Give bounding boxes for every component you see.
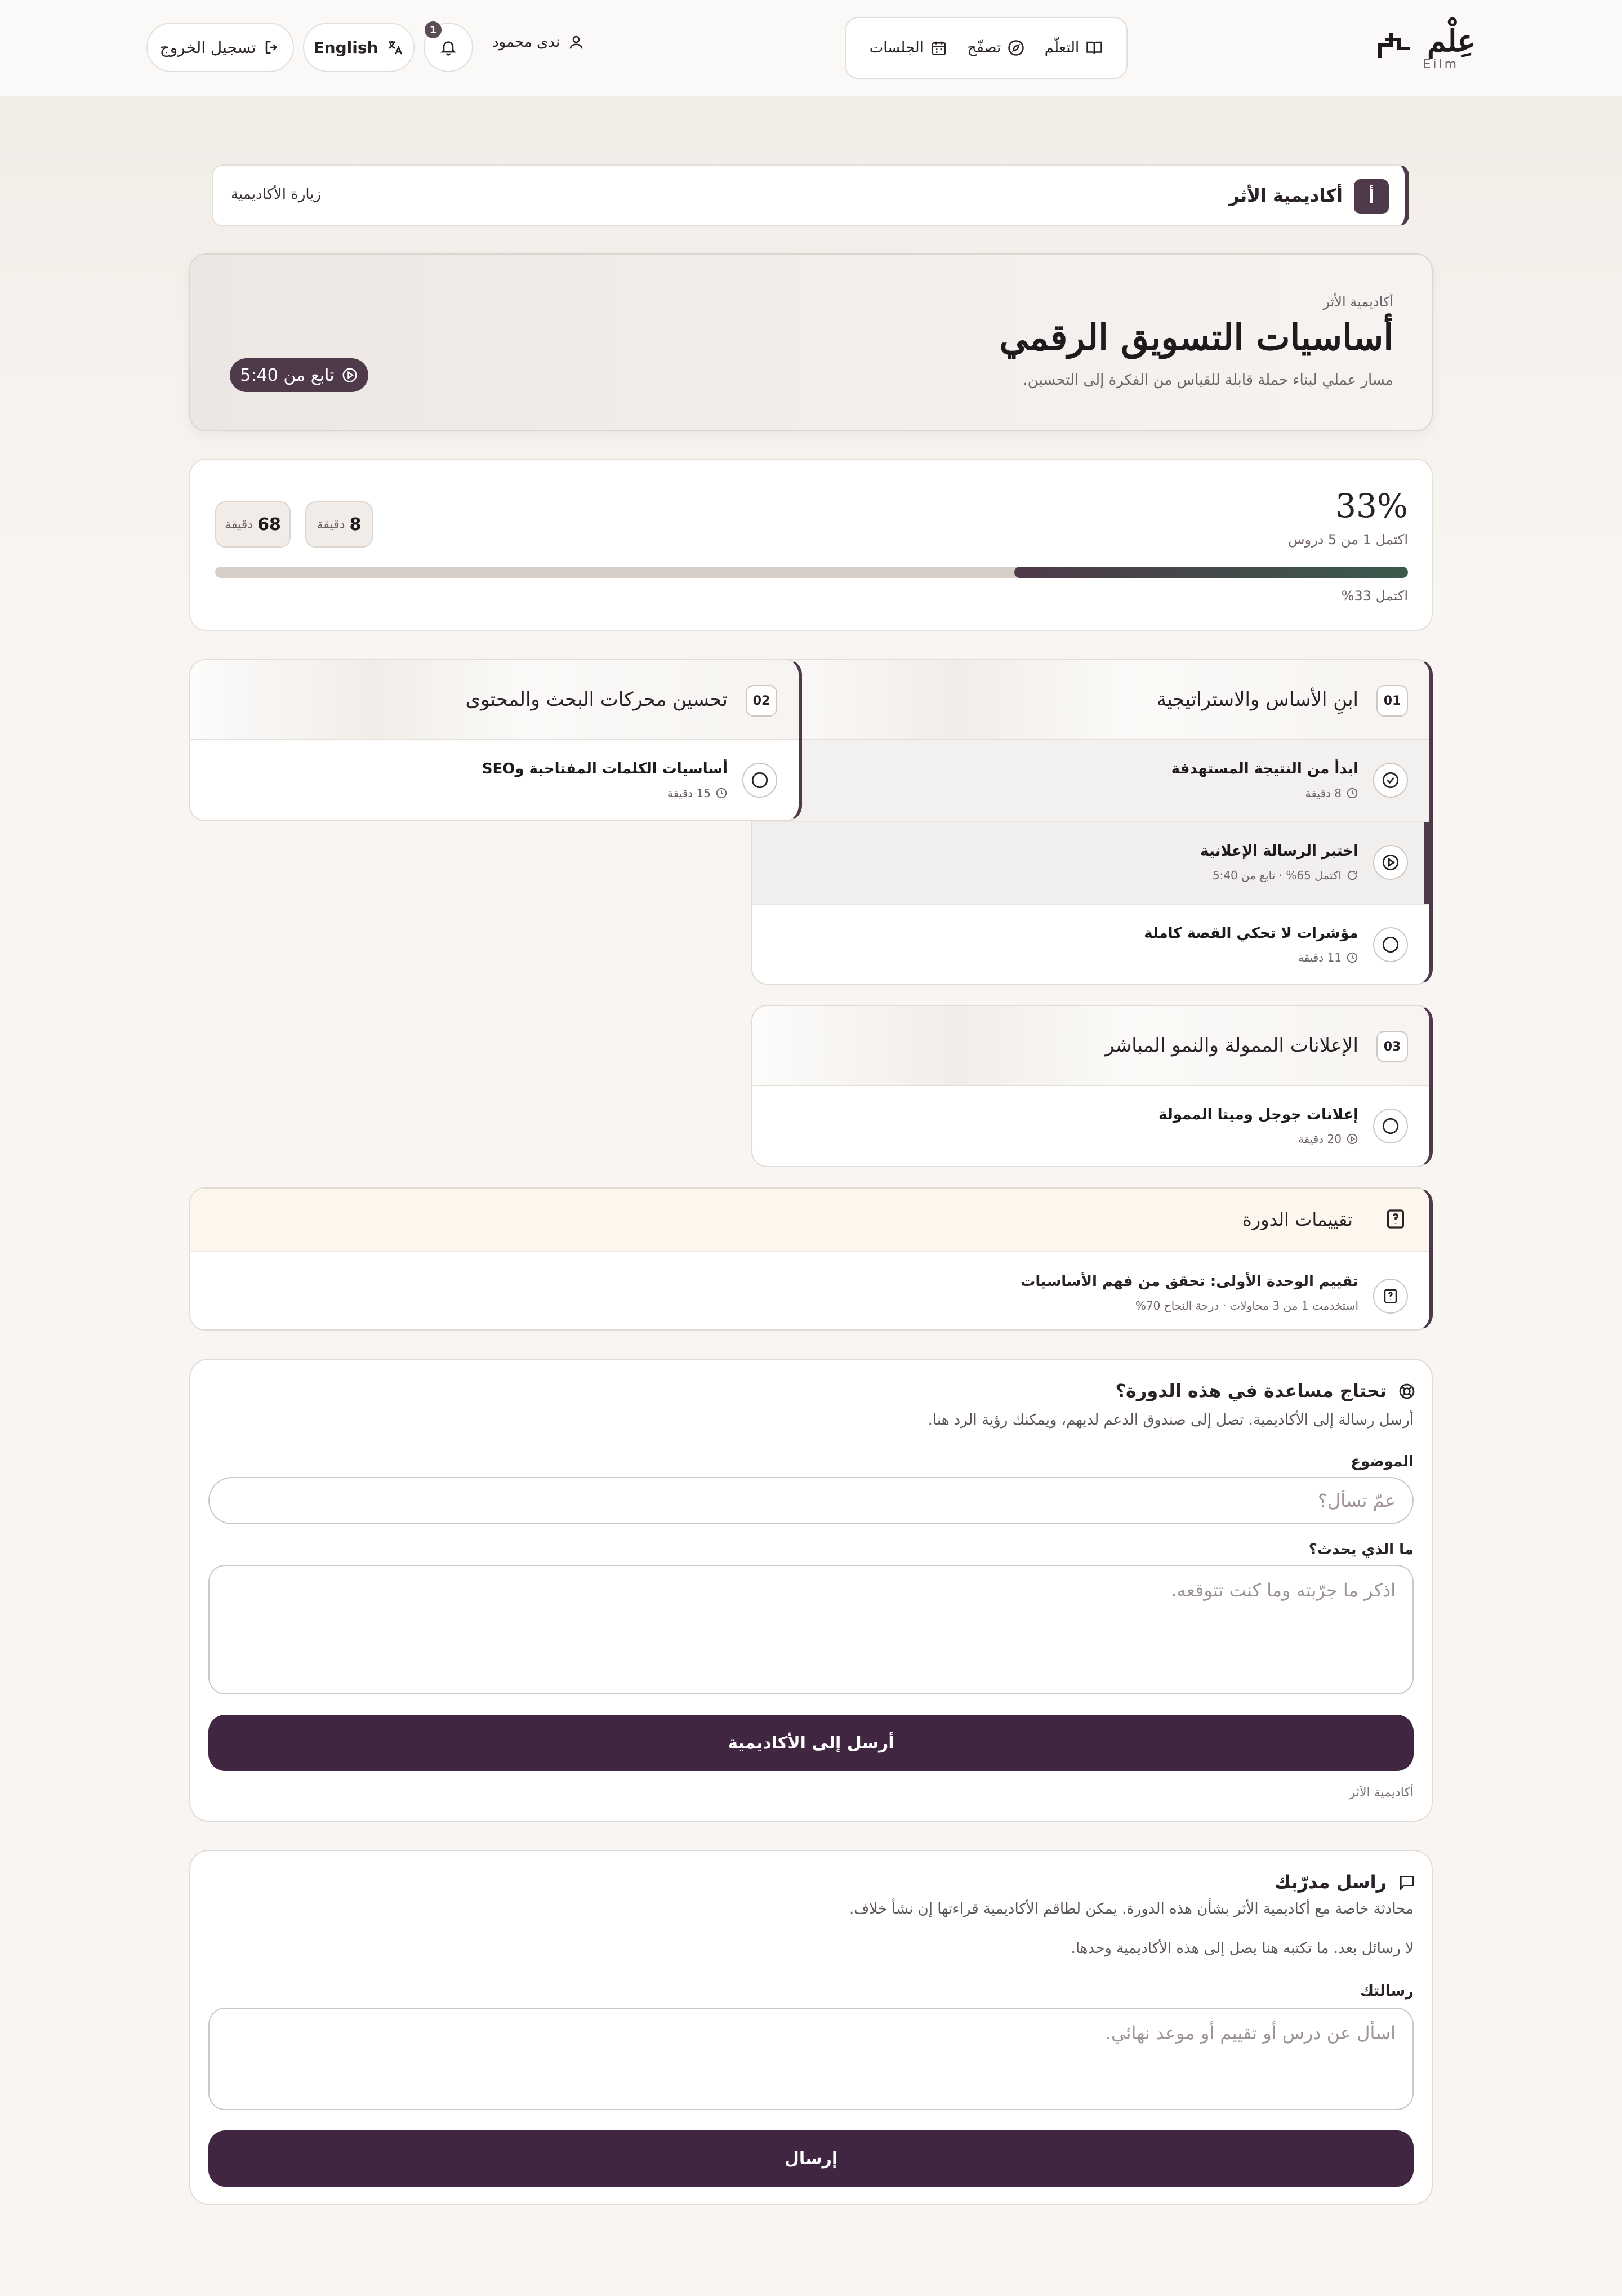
book-icon [1086, 39, 1103, 56]
lesson-meta-text: 8 دقيقة [1305, 786, 1342, 800]
lesson-status [1373, 927, 1408, 962]
user-menu[interactable] [492, 34, 585, 51]
clock-icon [715, 787, 728, 799]
send-to-academy-button[interactable]: أرسل إلى الأكاديمية [208, 1715, 1414, 1771]
lesson-meta [1213, 869, 1358, 882]
nav-sessions-label: الجلسات [869, 39, 924, 56]
progress-bar-fill [1014, 567, 1408, 578]
top-bar [0, 0, 1622, 96]
module-header[interactable] [752, 1006, 1429, 1086]
language-label: English [313, 38, 378, 57]
calendar-icon [930, 39, 947, 56]
play-circle-icon [1346, 1133, 1358, 1145]
message-label: رسالتك [1360, 1983, 1414, 2000]
module-header[interactable] [190, 660, 799, 740]
lesson-title: أساسيات الكلمات المفتاحية وSEO [482, 760, 728, 777]
assessment-meta: استخدمت 1 من 3 محاولات · درجة النجاح 70% [1135, 1299, 1358, 1312]
instructor-title-text: راسل مدرّبك [1274, 1871, 1387, 1893]
main-nav [845, 17, 1128, 79]
issue-textarea[interactable] [208, 1565, 1414, 1694]
subject-label: الموضوع [1351, 1453, 1414, 1470]
lesson-meta-text: 15 دقيقة [667, 786, 711, 800]
stat-lessons-value: 8 [349, 514, 362, 535]
nav-browse[interactable] [967, 39, 1024, 56]
assessments-header [190, 1189, 1429, 1252]
logout-label: تسجيل الخروج [159, 38, 256, 57]
logout-icon [264, 39, 280, 56]
module-title: تحسين محركات البحث والمحتوى [465, 688, 728, 711]
lesson-title: ابدأ من النتيجة المستهدفة [1171, 760, 1358, 777]
module-card [189, 659, 802, 821]
progress-card [189, 459, 1433, 631]
lesson-meta-text: 11 دقيقة [1298, 951, 1342, 964]
lesson-row[interactable] [752, 905, 1429, 985]
course-academy: أكاديمية الأثر [1323, 294, 1393, 310]
logout-button[interactable] [146, 23, 294, 72]
module-header[interactable] [752, 660, 1429, 740]
lesson-row[interactable] [190, 740, 799, 821]
stat-chip-lessons [305, 501, 373, 548]
lesson-meta-text: اكتمل 65% · تابع من 5:40 [1212, 869, 1342, 882]
nav-sessions[interactable] [870, 39, 947, 56]
course-subtitle: مسار عملي لبناء حملة قابلة للقياس من الفكرة إلى التحسين. [1023, 372, 1393, 389]
continue-label: تابع من 5:40 [240, 365, 335, 385]
quiz-icon [1382, 1288, 1399, 1305]
stat-chip-minutes [215, 501, 291, 548]
issue-label: ما الذي يحدث؟ [1308, 1541, 1414, 1558]
brand-logo[interactable] [1374, 23, 1476, 73]
module-number: 02 [746, 685, 777, 717]
compass-icon [1008, 39, 1024, 56]
chat-bubble-icon [1398, 1874, 1416, 1892]
play-circle-icon [341, 367, 358, 384]
quiz-icon [1384, 1208, 1407, 1230]
module-card [751, 659, 1433, 985]
play-circle-icon [1381, 853, 1400, 872]
logo-mark-icon [1374, 28, 1414, 62]
language-toggle-button[interactable] [303, 23, 415, 72]
stat-minutes-value: 68 [257, 514, 281, 535]
empty-circle-icon [1381, 1116, 1400, 1136]
lesson-title: اختبر الرسالة الإعلانية [1200, 843, 1358, 860]
notification-count-badge: 1 [425, 21, 442, 38]
lesson-meta-text: 20 دقيقة [1298, 1132, 1342, 1146]
progress-caption: اكتمل 33% [1341, 588, 1408, 604]
academy-name: أكاديمية الأثر [1229, 185, 1343, 206]
progress-percent: 33% [1335, 487, 1408, 525]
assessments-card [189, 1187, 1433, 1331]
academy-badge: أ [1354, 179, 1389, 214]
logo-wordmark: عِلْم [1427, 23, 1476, 59]
assessments-title: تقييمات الدورة [1242, 1209, 1353, 1230]
lesson-row[interactable] [752, 1086, 1429, 1167]
visit-academy-link[interactable]: زيارة الأكاديمية [231, 186, 322, 203]
module-title: ابنِ الأساس والاستراتيجية [1157, 688, 1358, 711]
lesson-meta [1305, 786, 1358, 800]
lesson-row[interactable] [752, 822, 1429, 905]
lesson-status [742, 763, 777, 798]
lesson-meta [1298, 951, 1358, 964]
lesson-title: مؤشرات لا تحكي القصة كاملة [1144, 925, 1358, 942]
empty-circle-icon [1381, 935, 1400, 954]
lesson-meta [667, 786, 728, 800]
help-footer: أكاديمية الأثر [1349, 1786, 1414, 1800]
logo-latin: Eilm [1423, 57, 1459, 72]
lesson-status [1373, 845, 1408, 880]
help-title [1115, 1380, 1387, 1401]
user-name: ندى محمود [492, 34, 560, 51]
progress-count: اكتمل 1 من 5 دروس [1288, 532, 1408, 548]
lesson-title: إعلانات جوجل وميتا الممولة [1158, 1106, 1358, 1123]
assessment-status [1373, 1279, 1408, 1314]
empty-circle-icon [750, 771, 769, 790]
module-number: 01 [1376, 685, 1408, 717]
help-description: أرسل رسالة إلى الأكاديمية. تصل إلى صندوق الدعم لديهم، ويمكنك رؤية الرد هنا. [928, 1412, 1414, 1429]
translate-icon [386, 38, 404, 56]
stat-minutes-unit: دقيقة [225, 517, 253, 532]
help-title-text: تحتاج مساعدة في هذه الدورة؟ [1115, 1380, 1387, 1401]
notifications-button[interactable] [424, 23, 473, 72]
module-number: 03 [1376, 1031, 1408, 1062]
message-textarea[interactable] [208, 2008, 1414, 2110]
user-icon [568, 34, 585, 51]
module-title: الإعلانات الممولة والنمو المباشر [1105, 1034, 1358, 1057]
lifebuoy-icon [1398, 1382, 1416, 1400]
nav-learning-label: التعلّم [1044, 39, 1080, 56]
instructor-title [1275, 1871, 1387, 1893]
lesson-meta [1298, 1132, 1358, 1146]
course-hero [189, 253, 1433, 431]
course-title: أساسيات التسويق الرقمي [999, 317, 1393, 359]
lesson-row[interactable] [752, 740, 1429, 822]
lesson-status [1373, 763, 1408, 798]
continue-button[interactable] [230, 358, 368, 392]
nav-learning[interactable] [1045, 39, 1103, 56]
lesson-status [1373, 1109, 1408, 1143]
send-message-button[interactable]: إرسال [208, 2130, 1414, 2187]
clock-icon [1346, 787, 1358, 799]
academy-strip [212, 164, 1409, 226]
instructor-description: محادثة خاصة مع أكاديمية الأثر بشأن هذه الدورة. يمكن لطاقم الأكاديمية قراءتها إن نشأ خلاف. [849, 1901, 1414, 1917]
module-card [751, 1005, 1433, 1167]
stat-lessons-unit: دقيقة [317, 517, 345, 532]
instructor-message-card [189, 1850, 1433, 2205]
nav-browse-label: تصفّح [967, 39, 1001, 56]
bell-icon [439, 38, 457, 56]
subject-input[interactable] [208, 1477, 1414, 1524]
help-card [189, 1359, 1433, 1822]
check-circle-icon [1381, 771, 1400, 790]
instructor-empty-note: لا رسائل بعد. ما تكتبه هنا يصل إلى هذه الأكاديمية وحدها. [1071, 1940, 1414, 1957]
progress-bar [215, 567, 1408, 578]
clock-icon [1346, 951, 1358, 964]
refresh-icon [1346, 869, 1358, 882]
assessment-title: تقييم الوحدة الأولى: تحقق من فهم الأساسيات [1021, 1273, 1358, 1290]
